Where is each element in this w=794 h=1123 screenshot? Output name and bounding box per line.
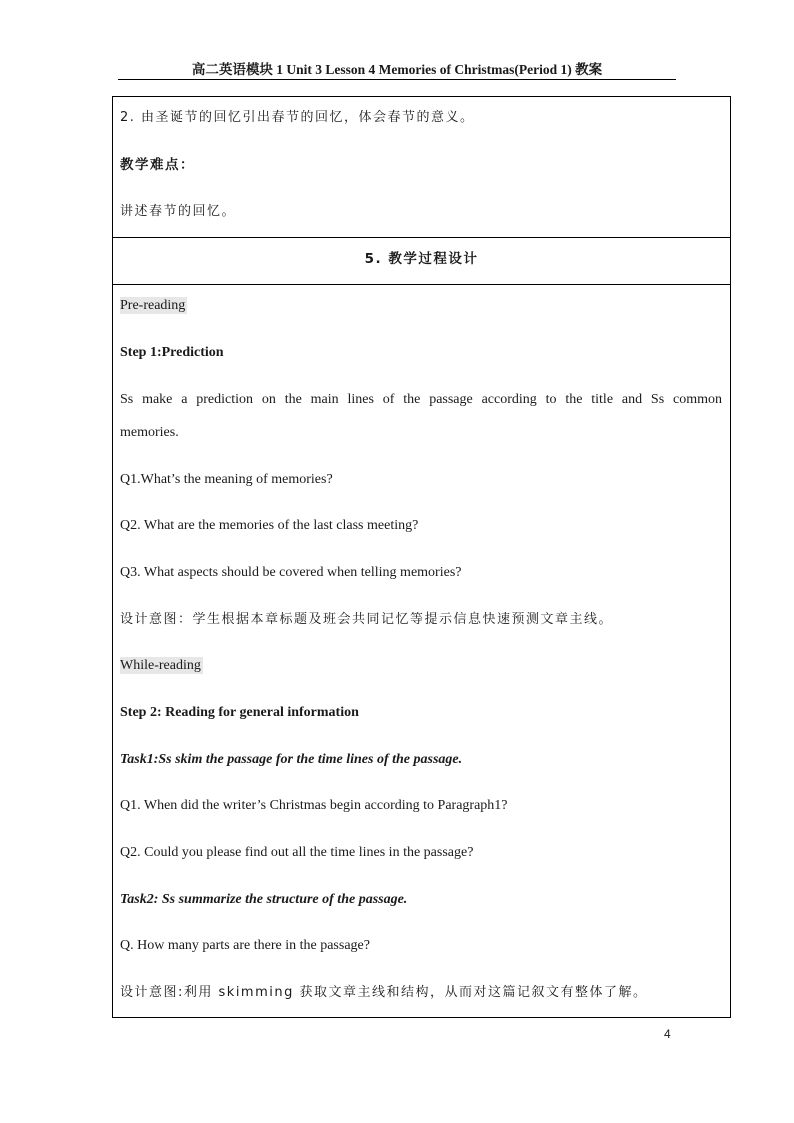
task1-title: Task1:Ss skim the passage for the time lines of the passage. [120, 752, 463, 767]
step1-design-intent: 设计意图：学生根据本章标题及班会共同记忆等提示信息快速预测文章主线。 [120, 612, 614, 627]
table-row-divider [112, 284, 731, 285]
while-reading-label: While-reading [120, 658, 201, 673]
process-title [112, 249, 731, 269]
task1-question-2: Q2. Could you please find out all the time lines in the passage? [120, 845, 474, 860]
pre-reading-tag [120, 296, 187, 316]
step2-title: Step 2: Reading for general information [120, 705, 359, 720]
step2-design-intent: 设计意图:利用 skimming 获取文章主线和结构，从而对这篇记叙文有整体了解。 [120, 985, 648, 1000]
step1-question-3: Q3. What aspects should be covered when telling memories? [120, 565, 462, 580]
task1-question-1: Q1. When did the writer’s Christmas begin according to Paragraph1? [120, 798, 508, 813]
difficulty-text: 讲述春节的回忆。 [120, 204, 237, 219]
pre-reading-label: Pre-reading [120, 298, 186, 313]
page-header: 高二英语模块 1 Unit 3 Lesson 4 Memories of Christmas(Period 1) 教案 [191, 62, 603, 77]
table-row-divider [112, 237, 731, 238]
task2-question: Q. How many parts are there in the passage? [120, 938, 370, 953]
page-number: 4 [664, 1027, 671, 1041]
step1-question-2: Q2. What are the memories of the last class meeting? [120, 518, 419, 533]
step1-question-1: Q1.What’s the meaning of memories? [120, 472, 333, 487]
lesson-table [112, 96, 731, 1018]
objective-2: 2. 由圣诞节的回忆引出春节的回忆，体会春节的意义。 [120, 110, 475, 125]
while-reading-tag [120, 656, 203, 676]
header-rule [118, 79, 676, 80]
task2-title: Task2: Ss summarize the structure of the passage. [120, 892, 408, 907]
process-title-text: 5. 教学过程设计 [364, 251, 479, 267]
difficulty-heading: 教学难点： [120, 157, 195, 173]
step1-desc-line2: memories. [120, 425, 179, 440]
step1-title: Step 1:Prediction [120, 345, 224, 360]
step1-desc-line1: Ss make a prediction on the main lines of the passage according to the title and Ss common [120, 392, 722, 407]
